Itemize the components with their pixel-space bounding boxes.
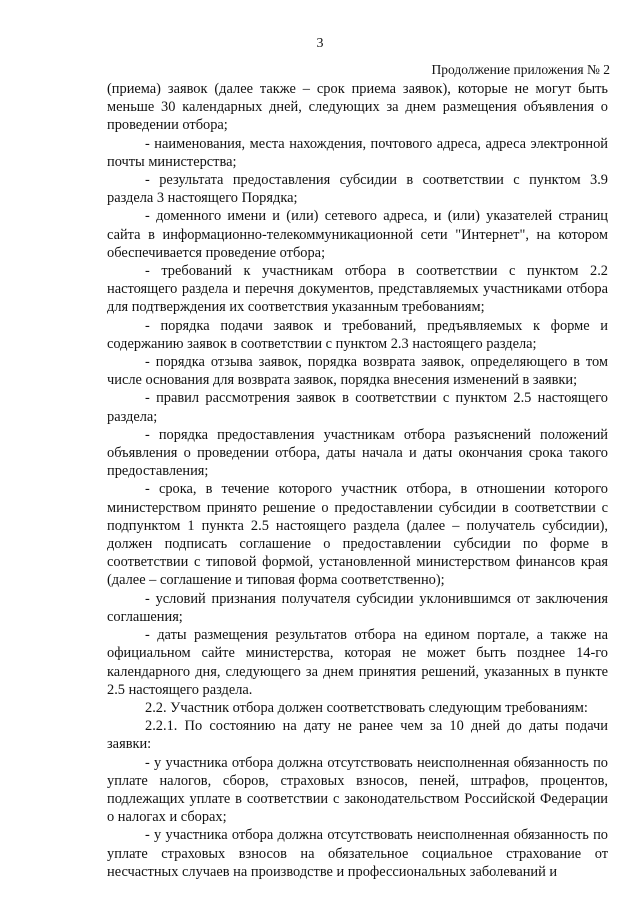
- paragraph: - срока, в течение которого участник отбора, в отношении которого министерством принято решение о предоставлении субсидии в соответствии с подпунктом 1 пункта 2.5 настоящего раздела (далее – получатель субсидии), должен подписать соглашение о предоставлении субсидии по форме в соответствии с типовой формой, установленной министерством финансов края (далее – соглашение и типовая форма соответственно);: [107, 481, 608, 589]
- continuation-note: Продолжение приложения № 2: [431, 62, 610, 77]
- page-number: 3: [316, 36, 324, 51]
- paragraph: - порядка предоставления участникам отбора разъяснений положений объявления о проведении отбора, даты начала и даты окончания срока такого предоставления;: [107, 426, 608, 480]
- paragraph: - правил рассмотрения заявок в соответствии с пунктом 2.5 настоящего раздела;: [107, 390, 608, 425]
- paragraph: - результата предоставления субсидии в соответствии с пунктом 3.9 раздела 3 настоящего Порядка;: [107, 172, 608, 207]
- paragraph: - даты размещения результатов отбора на едином портале, а также на официальном сайте министерства, которая не может быть позднее 14-го календарного дня, следующего за днем принятия решений, указанных в пункте 2.5 настоящего раздела.: [107, 627, 608, 698]
- document-body: [107, 80, 608, 881]
- paragraph: - наименования, места нахождения, почтового адреса, адреса электронной почты министерства;: [107, 135, 608, 170]
- paragraph: - порядка отзыва заявок, порядка возврата заявок, определяющего в том числе основания для возврата заявок, порядка внесения изменений в заявки;: [107, 354, 608, 389]
- paragraph: - доменного имени и (или) сетевого адреса, и (или) указателей страниц сайта в информационно-телекоммуникационной сети "Интернет", на котором обеспечивается проведение отбора;: [107, 208, 608, 261]
- paragraph: 2.2.1. По состоянию на дату не ранее чем за 10 дней до даты подачи заявки:: [107, 718, 608, 753]
- paragraph: - порядка подачи заявок и требований, предъявляемых к форме и содержанию заявок в соответствии с пунктом 2.3 настоящего раздела;: [107, 317, 608, 352]
- paragraph: - у участника отбора должна отсутствовать неисполненная обязанность по уплате страховых взносов на обязательное социальное страхование от несчастных случаев на производстве и профессиональных заболеваний и: [107, 827, 608, 880]
- paragraph: - требований к участникам отбора в соответствии с пунктом 2.2 настоящего раздела и перечня документов, представляемых участниками отбора для подтверждения их соответствия указанным требованиям;: [107, 263, 608, 316]
- paragraph: (приема) заявок (далее также – срок приема заявок), которые не могут быть меньше 30 календарных дней, следующих за днем размещения объявления о проведении отбора;: [107, 81, 608, 134]
- paragraph: - условий признания получателя субсидии уклонившимся от заключения соглашения;: [107, 590, 608, 625]
- paragraph: 2.2. Участник отбора должен соответствовать следующим требованиям:: [145, 699, 588, 716]
- paragraph: - у участника отбора должна отсутствовать неисполненная обязанность по уплате налогов, сборов, страховых взносов, пеней, штрафов, процентов, подлежащих уплате в соответствии с законодательством Российской Федерации о налогах и сборах;: [107, 754, 608, 826]
